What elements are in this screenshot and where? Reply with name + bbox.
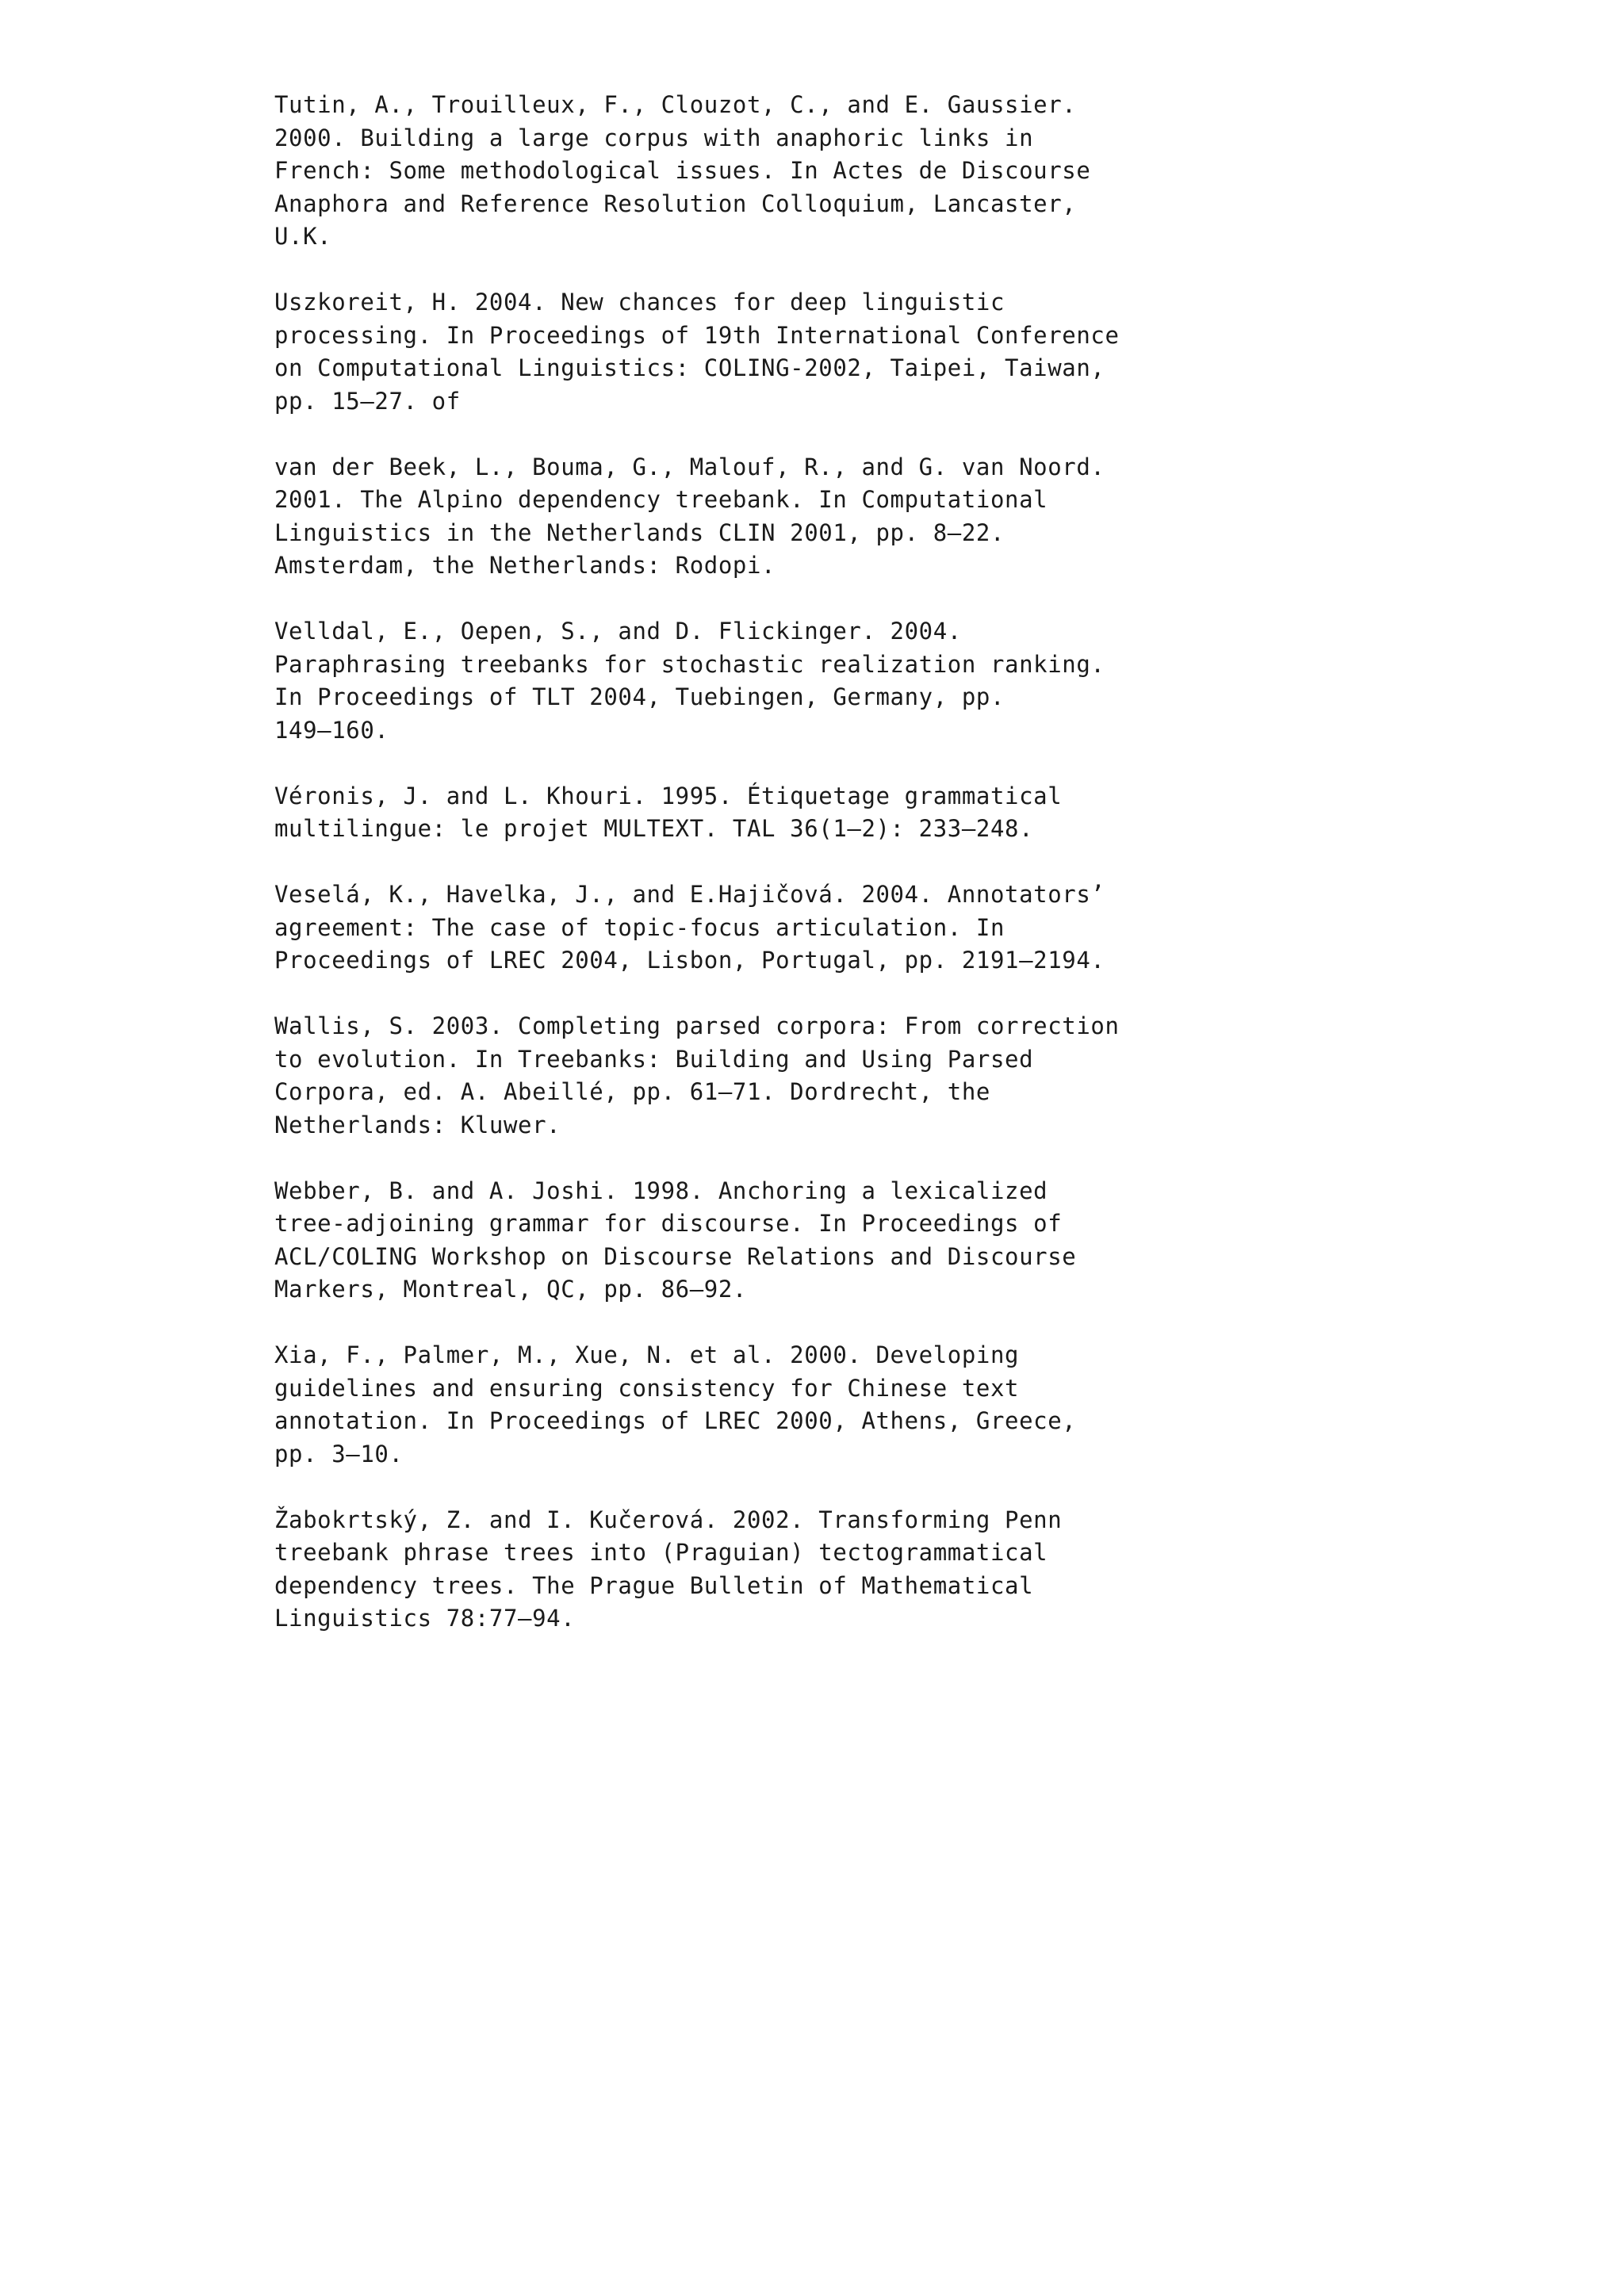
reference-line: ACL/COLING Workshop on Discourse Relations and Discourse bbox=[274, 1242, 1077, 1270]
reference-line: Wallis, S. 2003. Completing parsed corpora: From correction bbox=[274, 1012, 1120, 1039]
reference-line: French: Some methodological issues. In Actes de Discourse bbox=[274, 157, 1091, 184]
reference-entry bbox=[274, 286, 1385, 418]
reference-entry bbox=[274, 878, 1385, 978]
reference-line: Tutin, A., Trouilleux, F., Clouzot, C., and E. Gaussier. bbox=[274, 91, 1077, 118]
reference-list bbox=[274, 89, 1385, 1668]
reference-line: treebank phrase trees into (Praguian) tectogrammatical bbox=[274, 1539, 1048, 1566]
reference-line: pp. 3–10. bbox=[274, 1440, 404, 1468]
reference-line: Amsterdam, the Netherlands: Rodopi. bbox=[274, 552, 776, 579]
reference-line: Véronis, J. and L. Khouri. 1995. Étiquetage grammatical bbox=[274, 782, 1063, 809]
reference-line: pp. 15–27. of bbox=[274, 387, 461, 415]
reference-line: annotation. In Proceedings of LREC 2000, Athens, Greece, bbox=[274, 1407, 1077, 1434]
reference-line: agreement: The case of topic-focus articulation. In bbox=[274, 913, 1005, 941]
reference-entry bbox=[274, 780, 1385, 846]
reference-line: guidelines and ensuring consistency for Chinese text bbox=[274, 1374, 1020, 1402]
reference-line: 2000. Building a large corpus with anaphoric links in bbox=[274, 124, 1034, 151]
reference-line: van der Beek, L., Bouma, G., Malouf, R., and G. van Noord. bbox=[274, 453, 1105, 480]
reference-entry bbox=[274, 615, 1385, 747]
reference-line: tree-adjoining grammar for discourse. In Proceedings of bbox=[274, 1210, 1063, 1237]
reference-line: to evolution. In Treebanks: Building and Using Parsed bbox=[274, 1045, 1034, 1073]
reference-line: 2001. The Alpino dependency treebank. In Computational bbox=[274, 486, 1048, 513]
reference-line: multilingue: le projet MULTEXT. TAL 36(1–2): 233–248. bbox=[274, 815, 1034, 842]
reference-line: Proceedings of LREC 2004, Lisbon, Portugal, pp. 2191–2194. bbox=[274, 947, 1105, 974]
reference-entry bbox=[274, 1010, 1385, 1142]
reference-entry bbox=[274, 89, 1385, 254]
reference-line: Velldal, E., Oepen, S., and D. Flickinger. 2004. bbox=[274, 618, 962, 645]
reference-entry bbox=[274, 451, 1385, 583]
reference-line: Anaphora and Reference Resolution Colloquium, Lancaster, bbox=[274, 189, 1077, 217]
reference-line: U.K. bbox=[274, 223, 332, 250]
reference-line: 149–160. bbox=[274, 716, 389, 744]
reference-line: Markers, Montreal, QC, pp. 86–92. bbox=[274, 1276, 747, 1303]
reference-line: Netherlands: Kluwer. bbox=[274, 1111, 561, 1138]
reference-line: Corpora, ed. A. Abeillé, pp. 61–71. Dordrecht, the bbox=[274, 1078, 990, 1105]
reference-entry bbox=[274, 1175, 1385, 1307]
reference-line: Linguistics in the Netherlands CLIN 2001, pp. 8–22. bbox=[274, 519, 1005, 546]
reference-line: Linguistics 78:77–94. bbox=[274, 1605, 576, 1632]
reference-line: Webber, B. and A. Joshi. 1998. Anchoring a lexicalized bbox=[274, 1177, 1048, 1204]
reference-line: Žabokrtský, Z. and I. Kučerová. 2002. Transforming Penn bbox=[274, 1506, 1063, 1533]
reference-line: Paraphrasing treebanks for stochastic realization ranking. bbox=[274, 650, 1105, 678]
reference-line: processing. In Proceedings of 19th International Conference bbox=[274, 321, 1120, 349]
reference-line: Uszkoreit, H. 2004. New chances for deep linguistic bbox=[274, 289, 1005, 316]
reference-line: In Proceedings of TLT 2004, Tuebingen, Germany, pp. bbox=[274, 683, 1005, 710]
reference-line: dependency trees. The Prague Bulletin of Mathematical bbox=[274, 1571, 1034, 1599]
reference-entry bbox=[274, 1504, 1385, 1636]
reference-line: Xia, F., Palmer, M., Xue, N. et al. 2000. Developing bbox=[274, 1341, 1020, 1368]
reference-line: on Computational Linguistics: COLING-2002, Taipei, Taiwan, bbox=[274, 354, 1105, 381]
reference-entry bbox=[274, 1339, 1385, 1471]
reference-line: Veselá, K., Havelka, J., and E.Hajičová. 2004. Annotators’ bbox=[274, 881, 1105, 908]
